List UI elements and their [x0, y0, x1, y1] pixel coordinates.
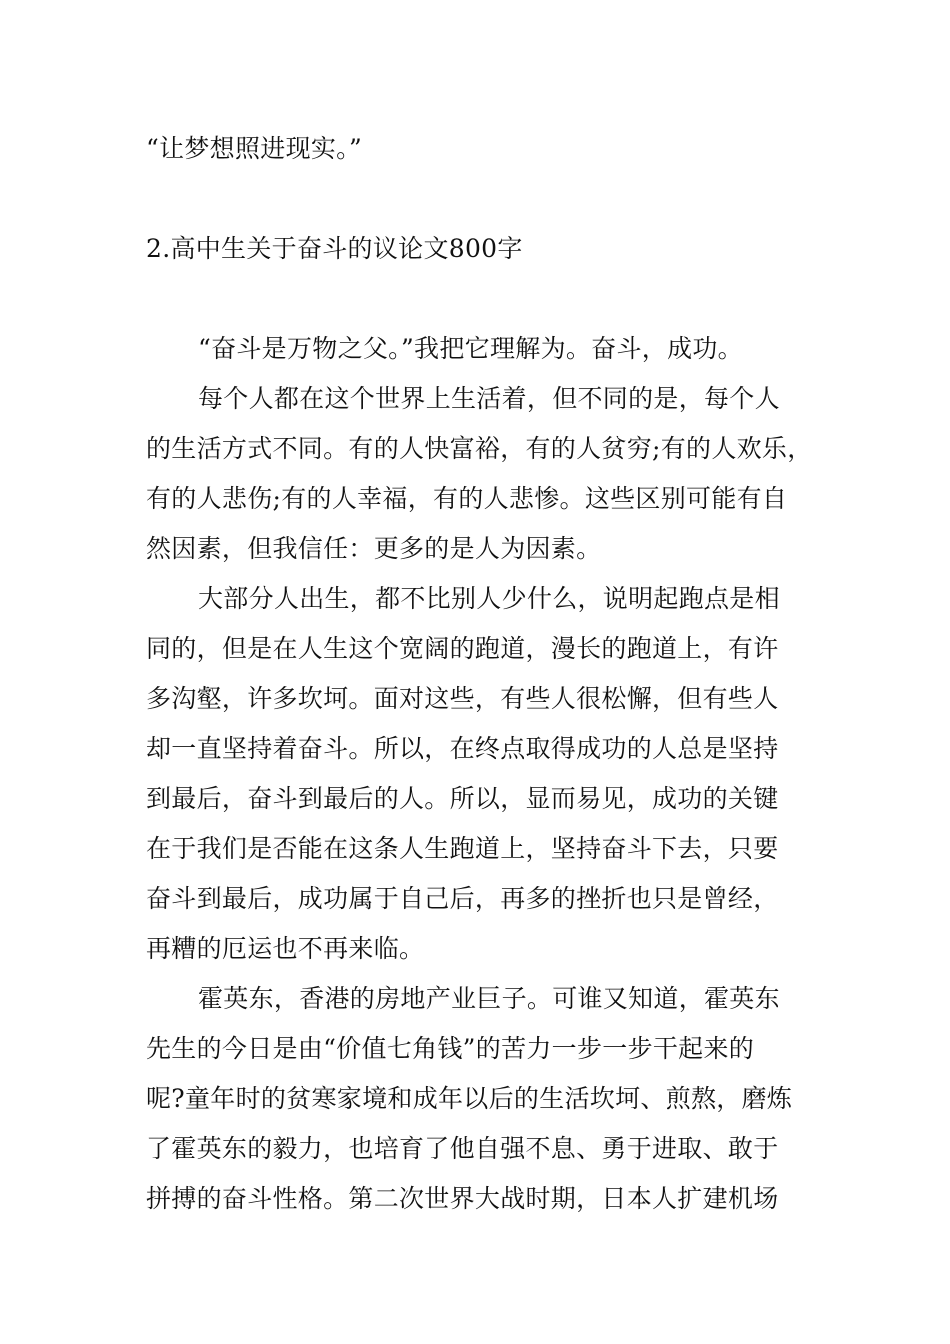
paragraph-line: 多沟壑，许多坎坷。面对这些，有些人很松懈，但有些人	[146, 684, 779, 713]
paragraph-line: 拼搏的奋斗性格。第二次世界大战时期，日本人扩建机场	[146, 1184, 779, 1213]
paragraph-line: 先生的今日是由“价值七角钱”的苦力一步一步干起来的	[146, 1034, 755, 1063]
paragraph-line: 到最后，奋斗到最后的人。所以，显而易见，成功的关键	[146, 784, 779, 813]
paragraph-line: 同的，但是在人生这个宽阔的跑道，漫长的跑道上，有许	[146, 634, 779, 663]
paragraph-line: 再糟的厄运也不再来临。	[146, 934, 425, 963]
paragraph-line: 大部分人出生，都不比别人少什么，说明起跑点是相	[198, 584, 780, 613]
paragraph-line: 了霍英东的毅力，也培育了他自强不息、勇于进取、敢于	[146, 1134, 779, 1163]
section-heading: 2.高中生关于奋斗的议论文800字	[146, 234, 523, 263]
paragraph-line: 然因素，但我信任：更多的是人为因素。	[146, 534, 602, 563]
paragraph-line: 在于我们是否能在这条人生跑道上，坚持奋斗下去，只要	[146, 834, 779, 863]
paragraph-line: 奋斗到最后，成功属于自己后，再多的挫折也只是曾经，	[146, 884, 779, 913]
paragraph-line: 每个人都在这个世界上生活着，但不同的是，每个人	[198, 384, 780, 413]
paragraph-line: 呢?童年时的贫寒家境和成年以后的生活坎坷、煎熬，磨炼	[146, 1084, 793, 1113]
quote-line: “让梦想照进现实。”	[146, 134, 363, 163]
paragraph-line: 却一直坚持着奋斗。所以，在终点取得成功的人总是坚持	[146, 734, 779, 763]
paragraph-line: 霍英东，香港的房地产业巨子。可谁又知道，霍英东	[198, 984, 780, 1013]
paragraph-line: 有的人悲伤;有的人幸福，有的人悲惨。这些区别可能有自	[146, 484, 788, 513]
paragraph-line: 的生活方式不同。有的人快富裕，有的人贫穷;有的人欢乐，	[146, 434, 813, 463]
paragraph-line: “奋斗是万物之父。”我把它理解为。奋斗，成功。	[198, 334, 743, 363]
